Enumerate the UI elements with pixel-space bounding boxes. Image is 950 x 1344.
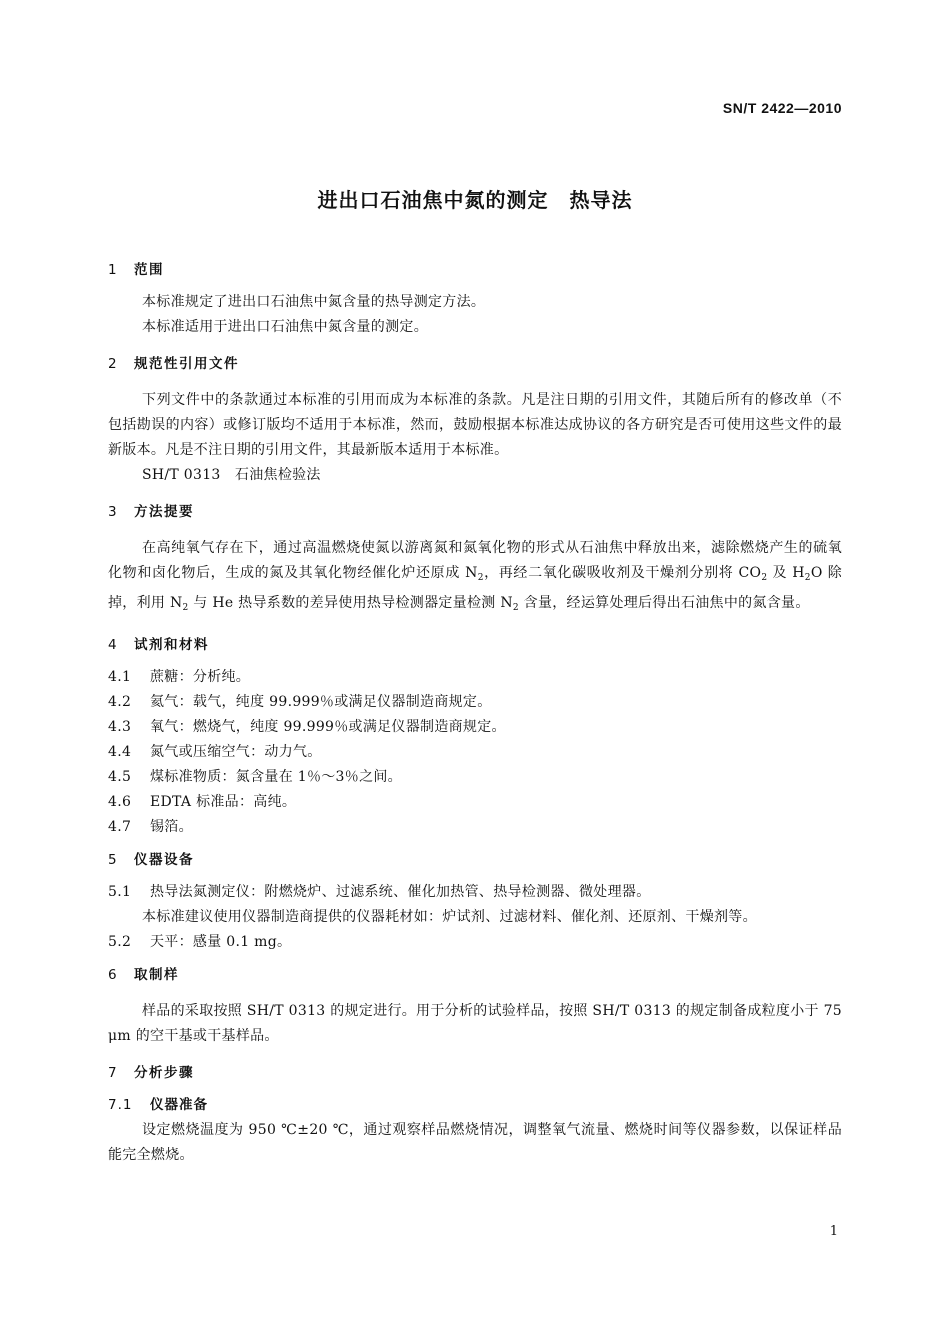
document-body — [108, 258, 842, 1168]
reagent-item: 4.2 氦气：载气，纯度 99.999％或满足仪器制造商规定。 — [108, 694, 492, 710]
method-summary-paragraph: 在高纯氧气存在下，通过高温燃烧使氮以游离氮和氮氧化物的形式从石油焦中释放出来，滤除燃烧产生的硫氧化物和卤化物后，生成的氮及其氧化物经催化炉还原成 $N_2$，再经二氧化碳吸收剂及干燥剂分别将 $CO_2$ 及 $H_2O$ 除掉，利用 $N_2$ 与 He 热导系数的差异使用热导检测器定量检测 $N_2$ 含量，经运算处理后得出石油焦中的氮含量。 — [108, 540, 843, 613]
section-title: 取制样 — [134, 967, 179, 983]
reagent-item: 4.7 锡箔。 — [108, 819, 193, 835]
section-2-heading — [108, 352, 842, 376]
paragraph: 下列文件中的条款通过本标准的引用而成为本标准的条款。凡是注日期的引用文件，其随后所有的修改单（不包括勘误的内容）或修订版均不适用于本标准，然而，鼓励根据本标准达成协议的各方研究是否可使用这些文件的最新版本。凡是不注日期的引用文件，其最新版本适用于本标准。 — [108, 392, 842, 458]
section-1-heading — [108, 258, 842, 282]
paragraph: 设定燃烧温度为 950 ℃±20 ℃，通过观察样品燃烧情况，调整氧气流量、燃烧时间等仪器参数，以保证样品能完全燃烧。 — [108, 1122, 842, 1163]
page-number: 1 — [829, 1224, 838, 1239]
standard-code: SN/T 2422—2010 — [722, 100, 842, 116]
section-3-heading — [108, 500, 842, 524]
equipment-item: 5.1 热导法氮测定仪：附燃烧炉、过滤系统、催化加热管、热导检测器、微处理器。 — [108, 884, 651, 900]
section-title: 仪器设备 — [134, 852, 194, 868]
section-title: 规范性引用文件 — [134, 356, 239, 372]
equipment-note: 本标准建议使用仪器制造商提供的仪器耗材如：炉试剂、过滤材料、催化剂、还原剂、干燥剂等。 — [142, 909, 757, 925]
document-title: 进出口石油焦中氮的测定 热导法 — [317, 188, 633, 212]
section-number: 3 — [108, 504, 119, 520]
section-number: 6 — [108, 967, 119, 983]
section-6-heading — [108, 963, 842, 987]
equipment-item: 5.2 天平：感量 0.1 mg。 — [108, 934, 292, 950]
section-number: 5 — [108, 852, 119, 868]
section-title: 分析步骤 — [134, 1065, 194, 1081]
paragraph: 样品的采取按照 SH/T 0313 的规定进行。用于分析的试验样品，按照 SH/T 0313 的规定制备成粒度小于 75 μm 的空干基或干基样品。 — [108, 1003, 842, 1044]
section-title: 试剂和材料 — [134, 637, 209, 653]
reagent-item: 4.4 氮气或压缩空气：动力气。 — [108, 744, 322, 760]
section-number: 1 — [108, 262, 119, 278]
paragraph: 本标准规定了进出口石油焦中氮含量的热导测定方法。 — [142, 294, 486, 310]
reference-item: SH/T 0313 石油焦检验法 — [142, 467, 321, 483]
section-7-heading — [108, 1061, 842, 1085]
section-4-heading — [108, 633, 842, 657]
reagent-item: 4.6 EDTA 标准品：高纯。 — [108, 794, 297, 810]
section-title: 范围 — [134, 262, 164, 278]
section-title: 方法提要 — [134, 504, 194, 520]
reagent-item: 4.1 蔗糖：分析纯。 — [108, 669, 251, 685]
subsection-heading: 7.1 仪器准备 — [108, 1097, 208, 1113]
section-5-heading — [108, 848, 842, 872]
section-number: 2 — [108, 356, 119, 372]
section-number: 7 — [108, 1065, 119, 1081]
section-number: 4 — [108, 637, 119, 653]
reagent-item: 4.5 煤标准物质：氮含量在 1％～3％之间。 — [108, 769, 402, 785]
paragraph: 本标准适用于进出口石油焦中氮含量的测定。 — [142, 319, 428, 335]
reagent-item: 4.3 氧气：燃烧气，纯度 99.999％或满足仪器制造商规定。 — [108, 719, 506, 735]
